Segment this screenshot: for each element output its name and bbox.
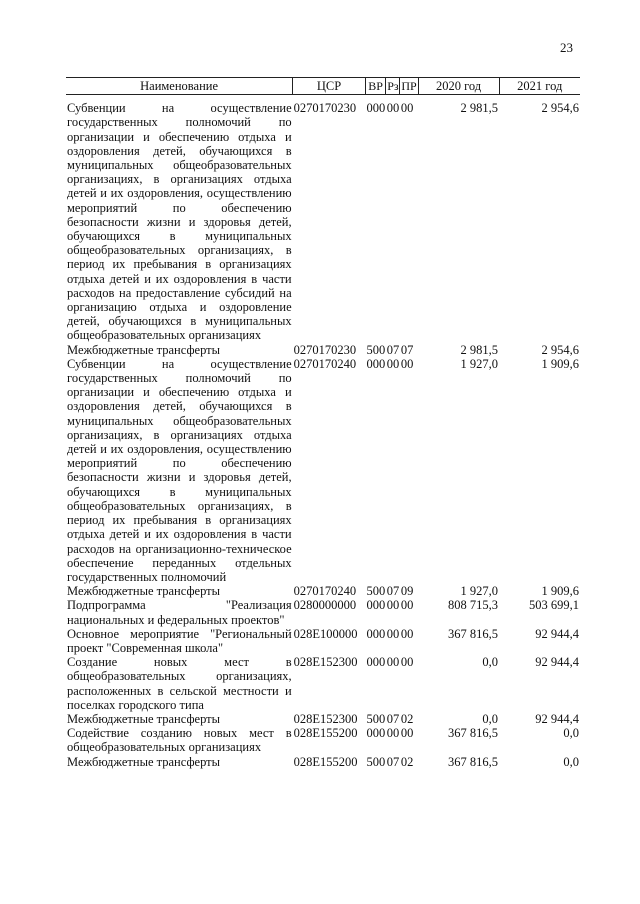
row-2021: 1 909,6: [541, 584, 579, 599]
row-2021: 92 944,4: [535, 626, 579, 641]
table-row: [66, 712, 580, 726]
row-name: Субвенции на осуществление государственных полномочий по организации и обеспечению отдыха и оздоровления детей, обучающихся в муниципальных общеобразовательных организациях, в организациях отдыха детей и их оздоровления, осуществлению мероприятий по обеспечению безопасности жизни и здоровья детей, обучающихся в муниципальных общеобразовательных организациях, в период их пребывания в организациях отдыха детей и их оздоровления в части расходов на организационно-техническое обеспечение переданных отдельных государственных полномочий: [67, 356, 292, 584]
row-rz: 07: [386, 584, 400, 599]
row-pr: 00: [400, 598, 414, 613]
row-vr: 000: [366, 626, 386, 641]
row-2020: 0,0: [482, 711, 499, 726]
row-csr: 0270170240: [293, 356, 357, 371]
header-csr: ЦСР: [293, 78, 366, 95]
row-rz: 07: [386, 342, 400, 357]
row-vr: 000: [366, 598, 386, 613]
row-csr: 028E155200: [293, 726, 358, 741]
row-csr: 028E152300: [293, 711, 358, 726]
row-name: Подпрограмма "Реализация национальных и федеральных проектов": [67, 598, 292, 627]
row-vr: 500: [366, 584, 386, 599]
row-2021: 1 909,6: [541, 356, 579, 371]
row-name: Межбюджетные трансферты: [67, 711, 221, 726]
table-row: [66, 755, 580, 769]
row-2020: 1 927,0: [460, 356, 499, 371]
row-csr: 028E100000: [293, 626, 358, 641]
row-csr: 028E155200: [293, 754, 358, 769]
header-pr: ПР: [401, 79, 417, 93]
row-pr: 00: [400, 356, 414, 371]
row-2021: 0,0: [563, 754, 579, 769]
row-pr: 02: [400, 711, 414, 726]
row-pr: 00: [400, 655, 414, 670]
table-row: [66, 598, 580, 626]
row-rz: 07: [386, 754, 400, 769]
row-name: Межбюджетные трансферты: [67, 754, 221, 769]
row-vr: 500: [366, 711, 386, 726]
budget-table: [66, 77, 580, 769]
header-rz: Рз: [387, 79, 399, 93]
header-year-2021: 2021 год: [499, 78, 580, 95]
row-rz: 07: [386, 711, 400, 726]
row-2021: 2 954,6: [541, 101, 579, 116]
header-name: Наименование: [66, 78, 293, 95]
table-row: [66, 655, 580, 712]
page-number: 23: [560, 40, 573, 55]
row-2021: 92 944,4: [535, 711, 579, 726]
row-rz: 00: [386, 655, 400, 670]
row-2020: 0,0: [482, 655, 499, 670]
row-2021: 503 699,1: [529, 598, 579, 613]
row-name: Создание новых мест в общеобразовательных организациях, расположенных в сельской местности и поселках городского типа: [67, 655, 292, 712]
row-rz: 00: [386, 626, 400, 641]
table-row: [66, 343, 580, 357]
table-header: [66, 78, 580, 95]
row-pr: 07: [400, 342, 414, 357]
row-vr: 000: [366, 655, 386, 670]
row-2020: 367 816,5: [448, 626, 499, 641]
header-vr: ВР: [365, 78, 385, 95]
row-pr: 00: [400, 726, 414, 741]
row-2020: 2 981,5: [460, 101, 499, 116]
row-pr: 00: [400, 626, 414, 641]
row-2021: 2 954,6: [541, 342, 579, 357]
row-name: Основное мероприятие "Региональный проект "Современная школа": [67, 626, 292, 655]
row-vr: 000: [366, 726, 386, 741]
row-pr: 09: [400, 584, 414, 599]
row-rz: 00: [386, 101, 400, 116]
row-csr: 0270170240: [293, 584, 357, 599]
row-2020: 1 927,0: [460, 584, 499, 599]
row-vr: 500: [366, 342, 386, 357]
row-name: Межбюджетные трансферты: [67, 342, 221, 357]
table-row: [66, 357, 580, 584]
row-rz: 00: [386, 356, 400, 371]
row-2020: 367 816,5: [448, 754, 499, 769]
table-row: [66, 101, 580, 342]
row-csr: 0270170230: [293, 342, 357, 357]
row-rz: 00: [386, 598, 400, 613]
header-year-2020: 2020 год: [418, 78, 499, 95]
row-vr: 000: [366, 101, 386, 116]
row-vr: 500: [366, 754, 386, 769]
row-csr: 0280000000: [293, 598, 357, 613]
table-row: [66, 726, 580, 754]
row-2020: 367 816,5: [448, 726, 499, 741]
table-row: [66, 627, 580, 655]
row-name: Межбюджетные трансферты: [67, 584, 221, 599]
row-2020: 808 715,3: [448, 598, 499, 613]
row-2021: 0,0: [563, 726, 579, 741]
table-row: [66, 584, 580, 598]
row-name: Содействие созданию новых мест в общеобразовательных организациях: [67, 726, 292, 755]
row-vr: 000: [366, 356, 386, 371]
row-pr: 02: [400, 754, 414, 769]
row-name: Субвенции на осуществление государственных полномочий по организации и обеспечению отдыха и оздоровления детей, обучающихся в муниципальных общеобразовательных организациях, в организациях отдыха детей и их оздоровления, осуществлению мероприятий по обеспечению безопасности жизни и здоровья детей, обучающихся в муниципальных общеобразовательных организациях, в период их пребывания в организациях отдыха детей и их оздоровления в части расходов на предоставление субсидий на организацию отдыха и оздоровление детей, обучающихся в муниципальных общеобразовательных организациях: [67, 101, 292, 343]
row-2021: 92 944,4: [535, 655, 579, 670]
row-rz: 00: [386, 726, 400, 741]
row-csr: 028E152300: [293, 655, 358, 670]
row-pr: 00: [400, 101, 414, 116]
row-2020: 2 981,5: [460, 342, 499, 357]
row-csr: 0270170230: [293, 101, 357, 116]
